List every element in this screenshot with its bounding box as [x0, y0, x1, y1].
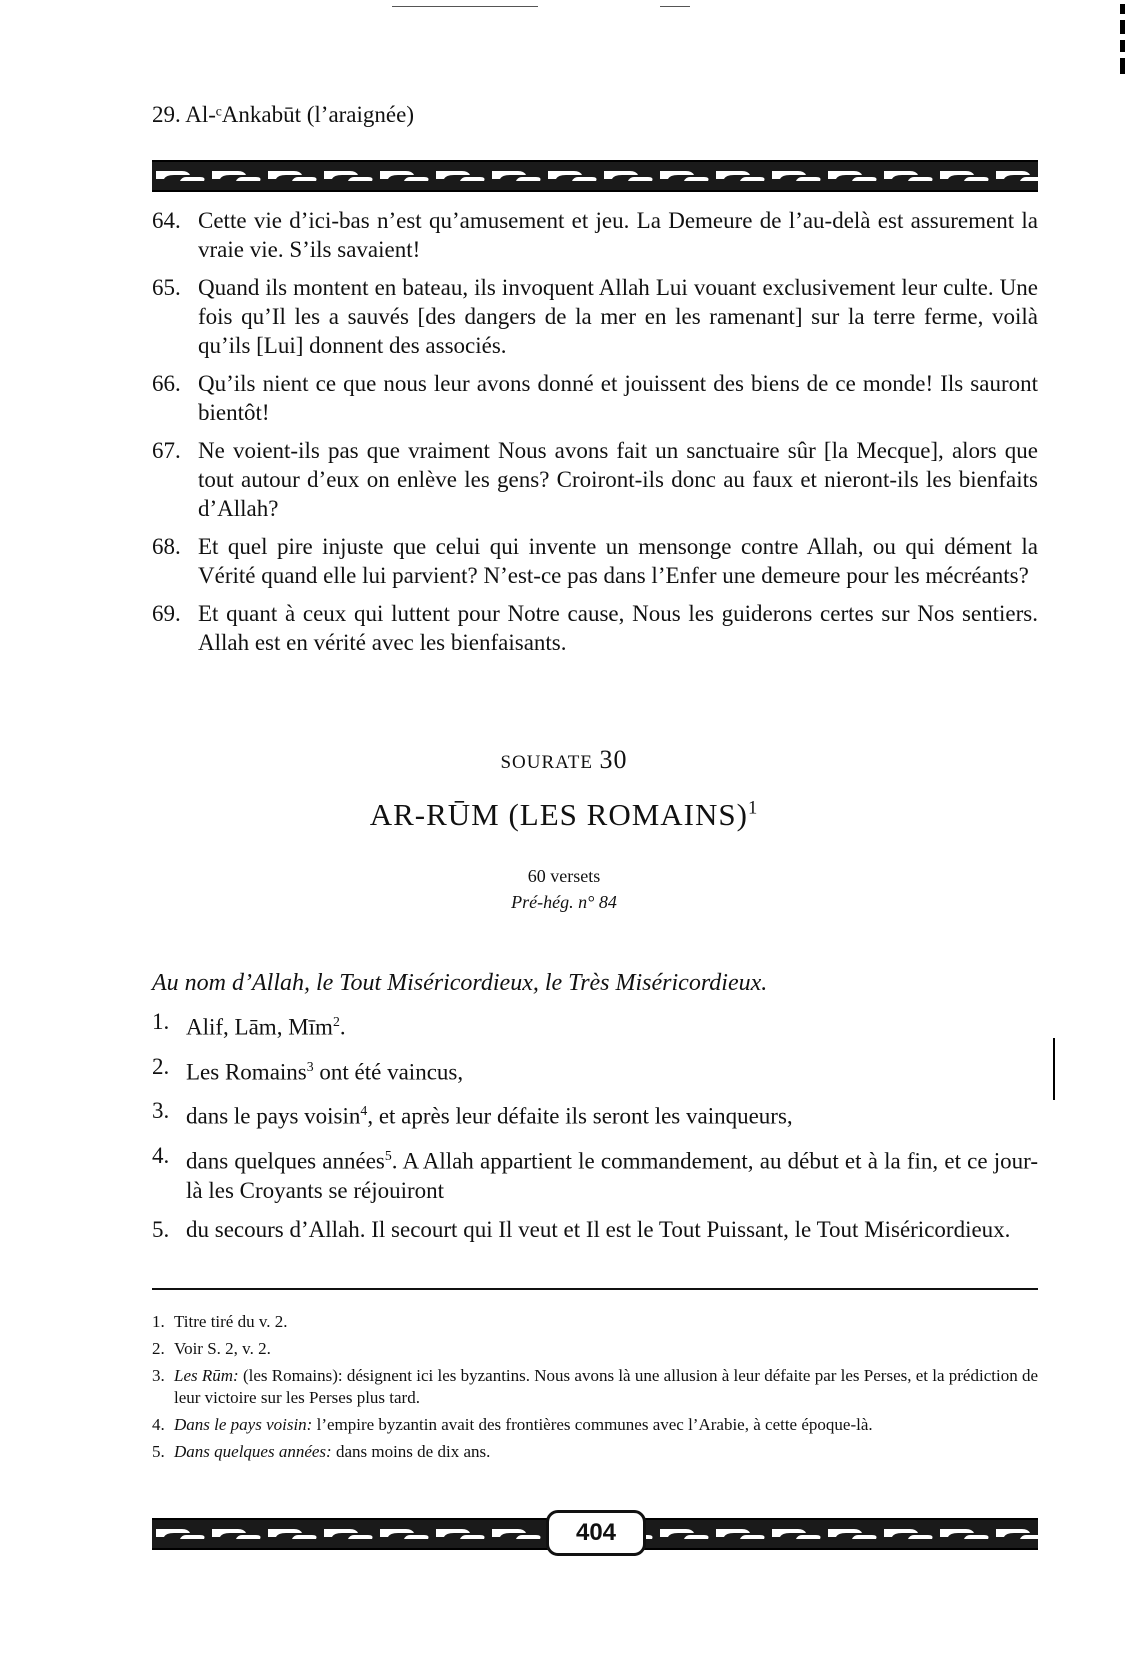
verse-67: 67. Ne voient-ils pas que vraiment Nous avons fait un sanctuaire sûr [la Mecque], alors que tout autour d’eux on enlève les gens? Croiront-ils donc au faux et nieront-ils les bienfaits d’Allah?	[152, 438, 1038, 521]
page-number: 404	[546, 1510, 646, 1556]
verse-4: 4. dans quelques années$^5$. A Allah appartient le commandement, au début et à la fin, et ce jour-là les Croyants se réjouiront	[152, 1142, 1038, 1203]
footnote-ref: 5	[384, 1147, 392, 1163]
verse-69: 69. Et quant à ceux qui luttent pour Notre cause, Nous les guiderons certes sur Nos sentiers. Allah est en vérité avec les bienfaisants.	[152, 601, 1038, 655]
running-head: 29. Al-ᶜAnkabūt (l’araignée)	[152, 102, 414, 127]
verse-3: 3. dans le pays voisin$^4$, et après leur défaite ils seront les vainqueurs,	[152, 1098, 793, 1129]
footnote-2: 2. Voir S. 2, v. 2.	[152, 1339, 271, 1358]
margin-line	[1053, 1038, 1055, 1100]
footnote-divider	[152, 1288, 1038, 1290]
verse-1: 1. Alif, Lām, Mīm$^2$.	[152, 1009, 346, 1040]
footnote-ref: 3	[306, 1058, 314, 1074]
verse-count: 60 versets	[527, 866, 601, 886]
edge-marks	[1120, 0, 1126, 80]
sourate-label: SOURATE 30	[500, 745, 628, 774]
verse-65: 65. Quand ils montent en bateau, ils invoquent Allah Lui vouant exclusivement leur culte. Une fois qu’Il les a sauvés [des dangers de la mer en les ramenant] sur la terre ferme, voilà qu’ils [Lui] donnent des associés.	[152, 275, 1038, 358]
verse-64: 64. Cette vie d’ici-bas n’est qu’amusement et jeu. La Demeure de l’au-delà est assurement la vraie vie. S’ils savaient!	[152, 208, 1038, 262]
footnote-ref: 2	[332, 1014, 340, 1029]
verses-sourate-30	[152, 1007, 1038, 1254]
footnotes	[152, 1311, 1038, 1468]
top-rule-right	[660, 6, 690, 7]
basmala: Au nom d’Allah, le Tout Miséricordieux, le Très Miséricordieux.	[152, 970, 768, 996]
title-footnote-ref: 1	[747, 797, 759, 819]
footnote-1: 1. Titre tiré du v. 2.	[152, 1312, 288, 1331]
chronology-note: Pré-hég. n° 84	[511, 892, 617, 912]
footnote-3: 3. Les Rūm: (les Romains): désignent ici les byzantins. Nous avons là une allusion à leur défaite par les Perses, et la prédiction de leur victoire sur les Perses plus tard.	[152, 1366, 1038, 1407]
top-rule-left	[392, 6, 538, 7]
verse-2: 2. Les Romains$^3$ ont été vaincus,	[152, 1053, 464, 1085]
footnote-4: 4. Dans le pays voisin: l’empire byzantin avait des frontières communes avec l’Arabie, à cette époque-là.	[152, 1415, 873, 1434]
ornament-band-top	[152, 160, 1038, 192]
sourate-title: AR-RŪM (LES ROMAINS)$^1$	[369, 797, 759, 832]
verse-68: 68. Et quel pire injuste que celui qui invente un mensonge contre Allah, ou qui dément la Vérité quand elle lui parvient? N’est-ce pas dans l’Enfer une demeure pour les mécréants?	[152, 534, 1038, 588]
verse-66: 66. Qu’ils nient ce que nous leur avons donné et jouissent des biens de ce monde! Ils sauront bientôt!	[152, 371, 1038, 425]
chain-pattern-icon	[152, 162, 1038, 190]
footnote-ref: 4	[360, 1103, 368, 1119]
verses-sourate-29	[152, 206, 1038, 666]
footnote-5: 5. Dans quelques années: dans moins de dix ans.	[152, 1442, 491, 1461]
verse-5: 5. du secours d’Allah. Il secourt qui Il veut et Il est le Tout Puissant, le Tout Miséricordieux.	[152, 1216, 1011, 1242]
